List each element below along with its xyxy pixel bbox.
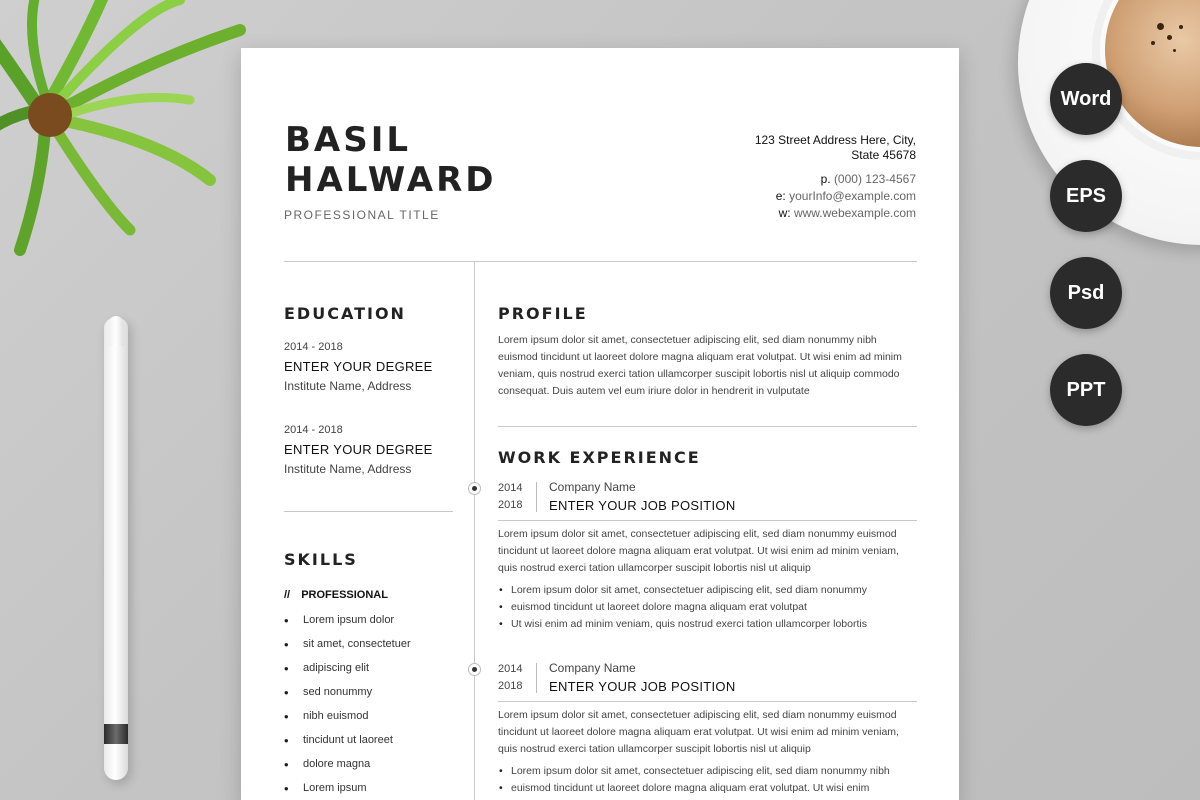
skill-item: • nibh euismod bbox=[284, 710, 411, 734]
resume-page bbox=[241, 48, 959, 800]
format-badge-ppt: PPT bbox=[1050, 354, 1122, 426]
job-position: ENTER YOUR JOB POSITION bbox=[549, 498, 736, 513]
profile-text: Lorem ipsum dolor sit amet, consectetuer adipiscing elit, sed diam nonummy nibh euismod tincidunt ut laoreet dolore magna aliquam erat volutpat. Ut wisi enim ad minim veniam, quis nostrud exerci tation ullamcorper suscipit lobortis nisl ut aliquip commodo consequat. Duis autem vel eum iriure dolor in hendrerit in vulputate bbox=[498, 334, 902, 397]
first-name: BASIL bbox=[285, 120, 412, 160]
job-divider bbox=[498, 520, 917, 521]
job-bullet: • Lorem ipsum dolor sit amet, consectetuer adipiscing elit, sed diam nonummy nibh bbox=[498, 763, 918, 780]
job-description: Lorem ipsum dolor sit amet, consectetuer adipiscing elit, sed diam nonummy euismod tincidunt ut laoreet dolore magna aliquam erat volutpat. Ut wisi enim ad minim veniam, quis nostrud exerci tation ullamcorper suscipit lobortis nisl ut aliquip bbox=[498, 709, 899, 755]
education-degree: ENTER YOUR DEGREE bbox=[284, 359, 433, 374]
education-years: 2014 - 2018 bbox=[284, 424, 343, 436]
skills-group-prefix: // bbox=[284, 589, 291, 601]
skills-list bbox=[284, 614, 411, 800]
stylus-band bbox=[104, 724, 128, 744]
job-bullet: • euismod tincidunt ut laoreet dolore magna aliquam erat volutpat bbox=[498, 599, 918, 616]
job-year-divider bbox=[536, 663, 537, 693]
education-item bbox=[284, 424, 433, 476]
education-heading: EDUCATION bbox=[284, 304, 406, 323]
job-year-start: 2014 bbox=[498, 663, 523, 675]
email-row bbox=[755, 188, 916, 205]
last-name: HALWARD bbox=[285, 160, 497, 200]
job-years bbox=[498, 661, 522, 695]
timeline-dot bbox=[468, 482, 481, 495]
address bbox=[755, 133, 916, 163]
job-year-end: 2018 bbox=[498, 499, 523, 511]
web-value: www.webexample.com bbox=[793, 206, 916, 220]
professional-title: PROFESSIONAL TITLE bbox=[284, 208, 440, 222]
format-badge-psd: Psd bbox=[1050, 257, 1122, 329]
job-bullet: • euismod tincidunt ut laoreet dolore magna aliquam erat volutpat. Ut wisi enim bbox=[498, 780, 918, 797]
web-label: w: bbox=[778, 206, 791, 220]
profile-heading: PROFILE bbox=[498, 304, 588, 323]
job-position: ENTER YOUR JOB POSITION bbox=[549, 679, 736, 694]
job-year-end: 2018 bbox=[498, 680, 523, 692]
timeline-dot bbox=[468, 663, 481, 676]
job-years bbox=[498, 480, 522, 514]
email-value: yourInfo@example.com bbox=[789, 189, 916, 203]
format-badge-word: Word bbox=[1050, 63, 1122, 135]
header-divider bbox=[284, 261, 917, 262]
education-item bbox=[284, 341, 433, 393]
job-divider bbox=[498, 701, 917, 702]
skill-item: • adipiscing elit bbox=[284, 662, 411, 686]
job-bullet: • Lorem ipsum dolor sit amet, consectetuer adipiscing elit, sed diam nonummy bbox=[498, 582, 918, 599]
phone-row bbox=[755, 171, 916, 188]
plant-image bbox=[0, 0, 280, 270]
work-experience-heading: WORK EXPERIENCE bbox=[498, 448, 701, 467]
resume-name bbox=[285, 120, 497, 200]
web-row bbox=[755, 205, 916, 222]
skill-item: • Lorem ipsum bbox=[284, 782, 411, 800]
contact-block bbox=[755, 133, 916, 222]
job-year-start: 2014 bbox=[498, 482, 523, 494]
education-degree: ENTER YOUR DEGREE bbox=[284, 442, 433, 457]
skill-item: • tincidunt ut laoreet bbox=[284, 734, 411, 758]
job-bullets bbox=[498, 763, 918, 797]
job-company: Company Name bbox=[549, 661, 636, 675]
skill-item: • Lorem ipsum dolor bbox=[284, 614, 411, 638]
education-institute: Institute Name, Address bbox=[284, 462, 412, 476]
skills-group-heading bbox=[284, 589, 388, 601]
job-bullet: • Ut wisi enim ad minim veniam, quis nostrud exerci tation ullamcorper lobortis bbox=[498, 616, 918, 633]
skill-item: • sit amet, consectetuer bbox=[284, 638, 411, 662]
job-bullets bbox=[498, 582, 918, 633]
education-years: 2014 - 2018 bbox=[284, 341, 343, 353]
email-label: e: bbox=[775, 189, 786, 203]
stylus-pencil bbox=[104, 318, 128, 780]
stylus-tip bbox=[108, 316, 124, 346]
skill-item: • dolore magna bbox=[284, 758, 411, 782]
job-description: Lorem ipsum dolor sit amet, consectetuer adipiscing elit, sed diam nonummy euismod tincidunt ut laoreet dolore magna aliquam erat volutpat. Ut wisi enim ad minim veniam, quis nostrud exerci tation ullamcorper suscipit lobortis nisl ut aliquip bbox=[498, 528, 899, 574]
profile-divider bbox=[498, 426, 917, 427]
phone-label: p. bbox=[820, 172, 831, 186]
address-line-2: State 45678 bbox=[851, 148, 916, 162]
skill-item: • sed nonummy bbox=[284, 686, 411, 710]
job-company: Company Name bbox=[549, 480, 636, 494]
skills-heading: SKILLS bbox=[284, 550, 358, 569]
address-line-1: 123 Street Address Here, City, bbox=[754, 133, 916, 147]
format-badge-eps: EPS bbox=[1050, 160, 1122, 232]
education-divider bbox=[284, 511, 453, 512]
education-institute: Institute Name, Address bbox=[284, 379, 412, 393]
phone-value: (000) 123-4567 bbox=[833, 172, 916, 186]
column-divider bbox=[474, 261, 475, 800]
skills-group-label: PROFESSIONAL bbox=[301, 589, 388, 601]
job-year-divider bbox=[536, 482, 537, 512]
